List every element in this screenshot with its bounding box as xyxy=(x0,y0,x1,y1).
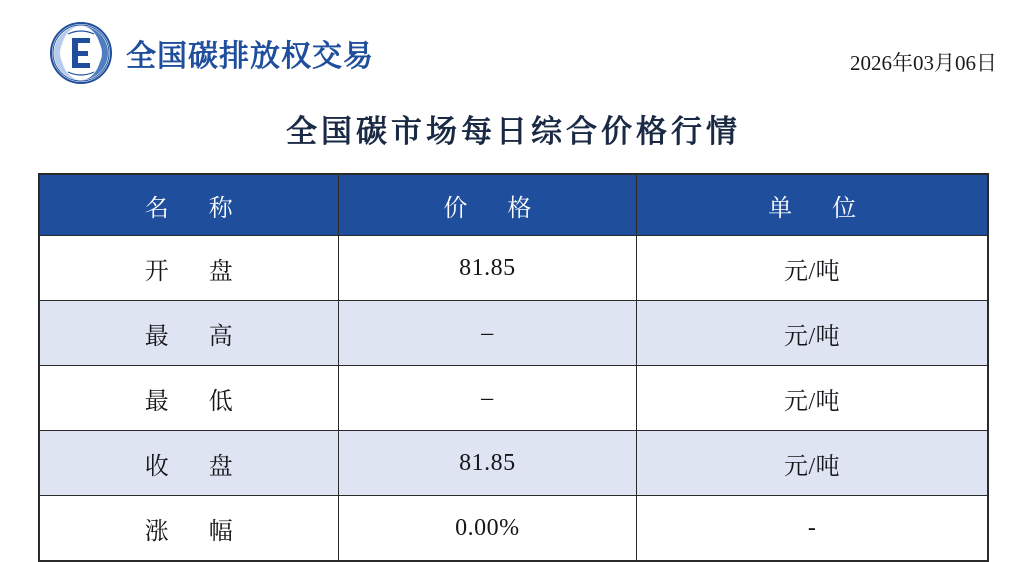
row-label-change: 涨 幅 xyxy=(40,496,339,561)
table-row xyxy=(40,496,988,561)
table-row xyxy=(40,366,988,431)
price-table-container xyxy=(38,173,989,562)
row-label-high: 最 高 xyxy=(40,301,339,366)
table-row xyxy=(40,431,988,496)
row-unit-open: 元/吨 xyxy=(637,236,988,301)
row-value-low: – xyxy=(338,366,637,431)
row-value-close: 81.85 xyxy=(338,431,637,496)
document-header xyxy=(0,0,1027,84)
carbon-trading-emblem-icon xyxy=(50,22,112,84)
row-label-close: 收 盘 xyxy=(40,431,339,496)
table-row xyxy=(40,301,988,366)
row-value-change: 0.00% xyxy=(338,496,637,561)
row-unit-close: 元/吨 xyxy=(637,431,988,496)
row-value-high: – xyxy=(338,301,637,366)
table-header xyxy=(40,175,988,236)
column-header-unit: 单 位 xyxy=(637,175,988,236)
table-body xyxy=(40,236,988,561)
brand-block xyxy=(50,22,374,84)
price-table xyxy=(39,174,988,561)
document-date: 2026年03月06日 xyxy=(850,51,997,75)
column-header-price: 价 格 xyxy=(338,175,637,236)
row-label-low: 最 低 xyxy=(40,366,339,431)
page-title: 全国碳市场每日综合价格行情 xyxy=(286,114,741,149)
row-value-open: 81.85 xyxy=(338,236,637,301)
row-unit-change: - xyxy=(637,496,988,561)
row-unit-high: 元/吨 xyxy=(637,301,988,366)
row-label-open: 开 盘 xyxy=(40,236,339,301)
row-unit-low: 元/吨 xyxy=(637,366,988,431)
column-header-name: 名 称 xyxy=(40,175,339,236)
brand-title: 全国碳排放权交易 xyxy=(126,40,374,73)
table-row xyxy=(40,236,988,301)
table-header-row xyxy=(40,175,988,236)
